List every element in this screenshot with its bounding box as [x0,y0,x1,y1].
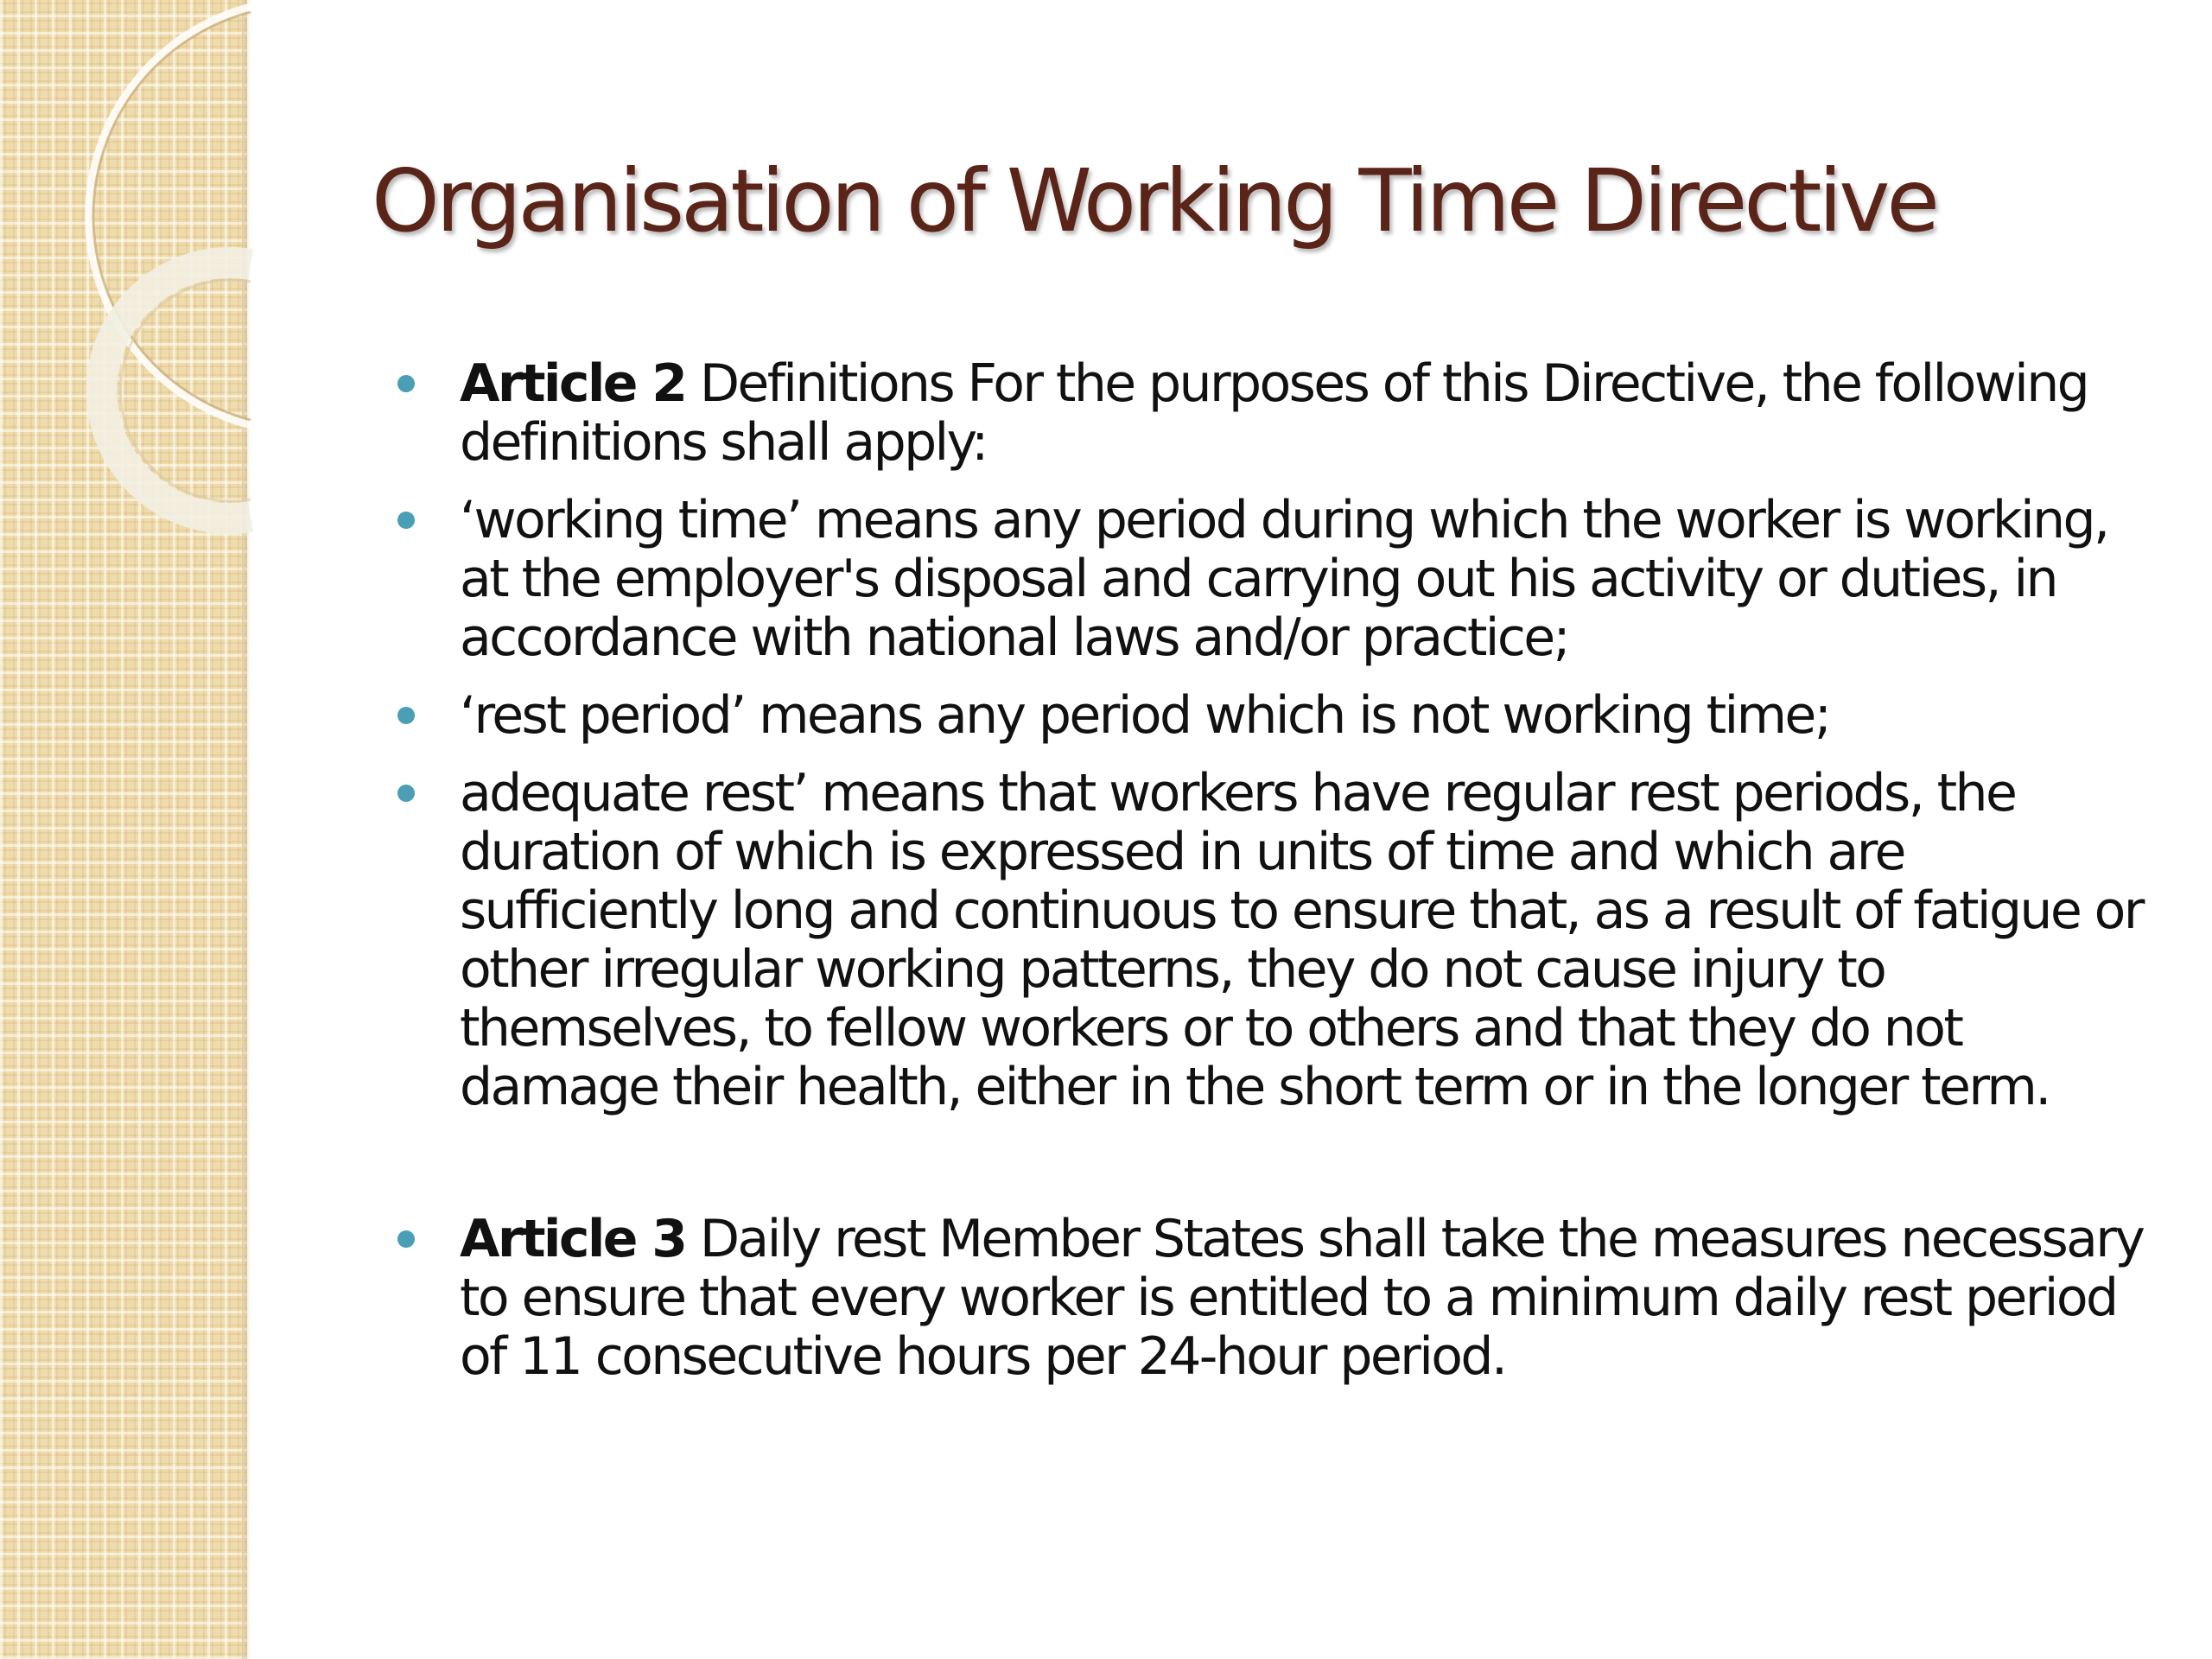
slide-title: Organisation of Working Time Directive [372,150,1936,251]
bullet-item-article-2 [380,354,2160,472]
bullet-list [380,354,2160,1405]
bullet-text: ‘working time’ means any period during which the worker is working, at the employer's disposal and carrying out his activity or duties, in accordance with national laws and/or practice; [460,490,2108,668]
bullet-item-working-time [380,491,2160,667]
bullet-dot-icon [397,1230,415,1248]
bullet-dot-icon [397,785,415,802]
bullet-item-adequate-rest [380,764,2160,1116]
bullet-bold-label: Article 3 [460,1209,686,1269]
bullet-text: Daily rest Member States shall take the measures necessary to ensure that every worker is entitled to a minimum daily rest period of 11 consecutive hours per 24-hour period. [460,1209,2144,1387]
bullet-text: adequate rest’ means that workers have regular rest periods, the duration of which is expressed in units of time and which are sufficiently long and continuous to ensure that, as a result of fatigue or other irregular working patterns, they do not cause injury to themselves, to fellow workers or to others and that they do not damage their health, either in the short term or in the longer term. [460,763,2143,1117]
bullet-text: ‘rest period’ means any period which is not working time; [460,685,1830,746]
decorative-rings [0,0,276,570]
bullet-dot-icon [397,512,415,529]
bullet-text: Definitions For the purposes of this Directive, the following definitions shall apply: [460,353,2088,473]
bullet-item-article-3 [380,1210,2160,1386]
bullet-item-rest-period [380,686,2160,745]
bullet-dot-icon [397,707,415,724]
bullet-bold-label: Article 2 [460,353,686,414]
bullet-dot-icon [397,375,415,392]
